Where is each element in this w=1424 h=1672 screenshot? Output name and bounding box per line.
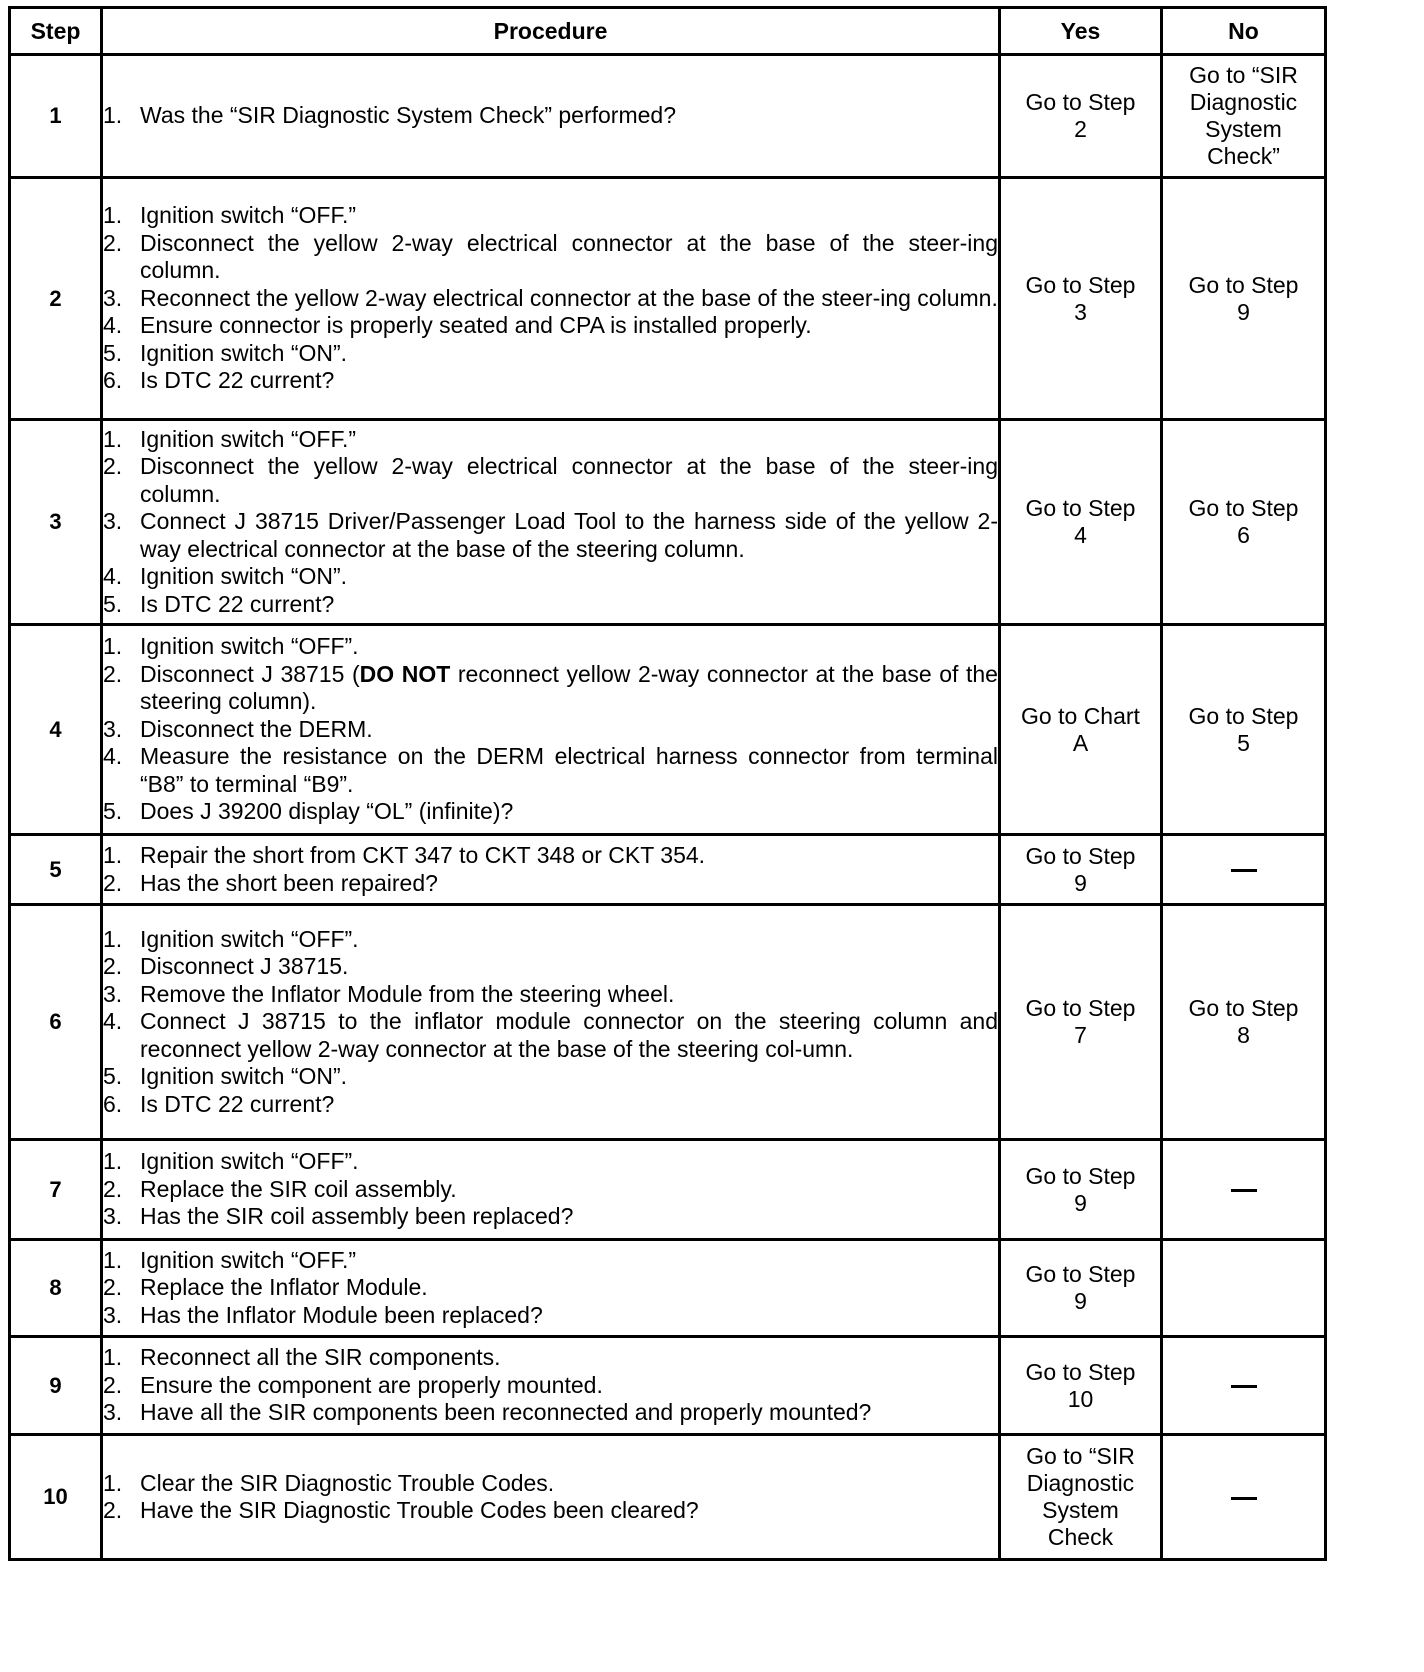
procedure-item	[103, 453, 998, 508]
table-row	[10, 55, 1326, 178]
yes-action-line: 2	[1074, 116, 1087, 142]
no-action-line: 6	[1237, 522, 1250, 548]
procedure-item-number: 1.	[103, 1469, 123, 1496]
procedure-item-text: Ignition switch “ON”.	[140, 563, 348, 590]
procedure-item	[103, 1470, 998, 1498]
procedure-item	[103, 340, 998, 368]
procedure-item-number: 2.	[103, 453, 123, 480]
yes-action-line: 3	[1074, 298, 1087, 325]
procedure-item-text: Reconnect the yellow 2-way electrical connector at the base of the steer-ing column.	[140, 284, 998, 311]
yes-action-line: 9	[1074, 1189, 1087, 1216]
yes-action-cell	[1000, 1140, 1162, 1240]
procedure-item-text: Has the Inflator Module been replaced?	[140, 1301, 543, 1328]
table-row	[10, 625, 1326, 835]
step-number: 4	[10, 625, 102, 835]
yes-action-line: Go to Step	[1025, 1358, 1136, 1385]
no-action-line: Check”	[1207, 143, 1280, 169]
yes-action-cell	[1000, 1337, 1162, 1435]
procedure-item-number: 2.	[103, 1497, 123, 1523]
procedure-item	[103, 1344, 998, 1372]
yes-action-cell	[1000, 55, 1162, 178]
procedure-item-text: Have all the SIR components been reconnected and properly mounted?	[140, 1399, 872, 1426]
procedure-list	[103, 1148, 998, 1231]
procedure-item-text: Ignition switch “OFF.”	[140, 425, 356, 452]
no-action-line: 8	[1237, 1022, 1250, 1048]
yes-action-line: System	[1042, 1497, 1119, 1523]
procedure-list	[103, 1470, 998, 1525]
procedure-item-number: 3.	[103, 715, 123, 742]
yes-action-line: Diagnostic	[1026, 1470, 1135, 1496]
procedure-item	[103, 426, 998, 454]
procedure-item	[103, 842, 998, 870]
procedure-cell	[102, 178, 1000, 420]
procedure-item-text: Does J 39200 display “OL” (infinite)?	[140, 798, 514, 825]
procedure-item	[103, 1302, 998, 1330]
procedure-item-text: Reconnect all the SIR components.	[140, 1344, 501, 1371]
not-applicable-text	[1257, 1484, 1258, 1485]
procedure-item	[103, 285, 998, 313]
procedure-item-text: Was the “SIR Diagnostic System Check” performed?	[140, 102, 676, 129]
yes-action-cell	[1000, 625, 1162, 835]
procedure-list	[103, 1344, 998, 1427]
procedure-list	[103, 926, 998, 1119]
procedure-item-text: Connect J 38715 Driver/Passenger Load Tool to the harness side of the yellow 2-way electrical connector at the base of the steering column.	[140, 508, 998, 562]
procedure-item-text: Repair the short from CKT 347 to CKT 348 or CKT 354.	[140, 842, 706, 868]
procedure-item	[103, 953, 998, 981]
procedure-item-text-tail: reconnect yellow 2-way connector at the base of the steering column).	[140, 660, 998, 715]
yes-action-cell	[1000, 420, 1162, 625]
procedure-item	[103, 798, 998, 826]
table-row	[10, 1140, 1326, 1240]
yes-action-cell	[1000, 835, 1162, 905]
procedure-item	[103, 102, 998, 130]
step-number: 1	[10, 55, 102, 178]
procedure-item	[103, 1203, 998, 1231]
not-applicable-dash	[1231, 1385, 1257, 1388]
procedure-list	[103, 1247, 998, 1330]
procedure-item	[103, 563, 998, 591]
procedure-item-number: 3.	[103, 508, 123, 535]
procedure-item	[103, 743, 998, 798]
procedure-item-number: 4.	[103, 1008, 123, 1035]
procedure-item-text: Has the SIR coil assembly been replaced?	[140, 1203, 574, 1230]
procedure-item-number: 6.	[103, 1090, 123, 1117]
procedure-item-text: Ensure the component are properly mounted.	[140, 1371, 603, 1398]
procedure-item-text: Ensure connector is properly seated and CPA is installed properly.	[140, 312, 812, 339]
procedure-item-text: Is DTC 22 current?	[140, 590, 335, 617]
procedure-item-number: 1.	[103, 1246, 123, 1273]
yes-action-line: 4	[1074, 522, 1087, 548]
procedure-item	[103, 926, 998, 954]
procedure-item-number: 3.	[103, 284, 123, 311]
procedure-cell	[102, 55, 1000, 178]
procedure-item	[103, 1372, 998, 1400]
yes-action-cell	[1000, 905, 1162, 1140]
procedure-item-text: Disconnect J 38715 (	[140, 660, 360, 687]
yes-action-line: A	[1072, 729, 1089, 756]
procedure-item-text: Ignition switch “ON”.	[140, 339, 348, 366]
procedure-list	[103, 426, 998, 619]
procedure-item-text: Ignition switch “OFF.”	[140, 1246, 356, 1273]
procedure-item-number: 3.	[103, 1203, 123, 1230]
procedure-item	[103, 1148, 998, 1176]
procedure-item-text: Is DTC 22 current?	[140, 1090, 335, 1117]
procedure-cell	[102, 1435, 1000, 1560]
yes-action-line: 7	[1074, 1022, 1087, 1048]
procedure-item-number: 3.	[103, 1399, 123, 1426]
no-action-cell	[1162, 1435, 1326, 1560]
procedure-item	[103, 981, 998, 1009]
step-number: 2	[10, 178, 102, 420]
no-action-line: Go to Step	[1188, 271, 1299, 298]
yes-action-line: Go to Step	[1025, 1261, 1136, 1287]
not-applicable-dash	[1231, 869, 1257, 872]
procedure-item-number: 1.	[103, 842, 123, 868]
not-applicable-dash	[1231, 1497, 1257, 1500]
procedure-item-number: 2.	[103, 953, 123, 980]
yes-action-line: Check	[1047, 1524, 1114, 1550]
procedure-item-number: 5.	[103, 590, 123, 617]
yes-action-line: Go to Step	[1025, 1162, 1136, 1189]
no-action-line: Go to Step	[1188, 702, 1299, 729]
step-number: 10	[10, 1435, 102, 1560]
not-applicable-text	[1257, 1176, 1258, 1177]
table-row	[10, 835, 1326, 905]
procedure-item-number: 4.	[103, 312, 123, 339]
procedure-item-number: 1.	[103, 425, 123, 452]
no-action-line: System	[1205, 116, 1282, 142]
yes-action-cell	[1000, 1240, 1162, 1337]
no-action-cell	[1162, 835, 1326, 905]
procedure-item	[103, 1247, 998, 1275]
do-not-warning: DO NOT	[359, 660, 451, 687]
table-row	[10, 1337, 1326, 1435]
yes-action-line: Go to Step	[1025, 842, 1136, 869]
procedure-item	[103, 1091, 998, 1119]
step-number: 7	[10, 1140, 102, 1240]
procedure-item-number: 2.	[103, 1371, 123, 1398]
yes-action-line: Go to Step	[1025, 89, 1136, 115]
no-action-line: 9	[1237, 298, 1250, 325]
procedure-item-number: 6.	[103, 367, 123, 394]
step-number: 5	[10, 835, 102, 905]
table-header-row	[10, 8, 1326, 55]
procedure-item-text: Ignition switch “ON”.	[140, 1063, 348, 1090]
yes-action-line: Go to Step	[1025, 495, 1136, 521]
no-action-cell	[1162, 420, 1326, 625]
procedure-item	[103, 591, 998, 619]
no-action-line: Go to Step	[1188, 995, 1299, 1021]
diagnostic-table	[8, 6, 1327, 1561]
procedure-item-text: Ignition switch “OFF”.	[140, 925, 359, 952]
procedure-item-number: 2.	[103, 1274, 123, 1301]
procedure-item-text: Disconnect J 38715.	[140, 953, 349, 980]
procedure-item	[103, 508, 998, 563]
procedure-item-text: Disconnect the yellow 2-way electrical connector at the base of the steer-ing column.	[140, 229, 998, 284]
yes-action-line: Go to Step	[1025, 995, 1136, 1021]
table-body	[10, 55, 1326, 1560]
procedure-item-number: 2.	[103, 229, 123, 256]
procedure-item	[103, 1176, 998, 1204]
step-number: 8	[10, 1240, 102, 1337]
header-step: Step	[10, 8, 102, 55]
procedure-item-number: 2.	[103, 869, 123, 896]
procedure-cell	[102, 835, 1000, 905]
procedure-list	[103, 102, 998, 130]
procedure-item-text: Ignition switch “OFF”.	[140, 1148, 359, 1175]
procedure-cell	[102, 1140, 1000, 1240]
no-action-line: Go to “SIR	[1189, 62, 1298, 88]
procedure-item	[103, 661, 998, 716]
yes-action-line: 9	[1074, 1288, 1087, 1314]
procedure-item	[103, 312, 998, 340]
no-action-line: Go to Step	[1188, 495, 1299, 521]
no-action-cell	[1162, 905, 1326, 1140]
procedure-item-text: Ignition switch “OFF.”	[140, 202, 356, 229]
yes-action-line: Go to Chart	[1021, 702, 1140, 729]
procedure-cell	[102, 1240, 1000, 1337]
procedure-item-text: Connect J 38715 to the inflator module connector on the steering column and reconnect yellow 2-way connector at the base of the steering col-umn.	[140, 1008, 998, 1062]
step-number: 6	[10, 905, 102, 1140]
table-row	[10, 178, 1326, 420]
step-number: 3	[10, 420, 102, 625]
not-applicable-text	[1257, 1372, 1258, 1373]
procedure-item-text: Replace the SIR coil assembly.	[140, 1175, 457, 1202]
table-row	[10, 1240, 1326, 1337]
procedure-item-number: 2.	[103, 660, 123, 687]
procedure-list	[103, 842, 998, 897]
table-row	[10, 1435, 1326, 1560]
header-procedure: Procedure	[102, 8, 1000, 55]
procedure-item-text: Have the SIR Diagnostic Trouble Codes been cleared?	[140, 1497, 699, 1523]
procedure-cell	[102, 625, 1000, 835]
procedure-item-number: 4.	[103, 743, 123, 770]
procedure-item-number: 1.	[103, 1148, 123, 1175]
table-row	[10, 420, 1326, 625]
yes-action-cell	[1000, 178, 1162, 420]
table-row	[10, 905, 1326, 1140]
procedure-item	[103, 870, 998, 898]
procedure-item	[103, 633, 998, 661]
procedure-cell	[102, 1337, 1000, 1435]
procedure-item-text: Disconnect the yellow 2-way electrical connector at the base of the steer-ing column.	[140, 453, 998, 507]
procedure-list	[103, 633, 998, 826]
procedure-item-text: Has the short been repaired?	[140, 869, 438, 896]
procedure-item-text: Measure the resistance on the DERM electrical harness connector from terminal “B8” to terminal “B9”.	[140, 743, 998, 797]
no-action-cell	[1162, 1140, 1326, 1240]
step-number: 9	[10, 1337, 102, 1435]
no-action-cell	[1162, 178, 1326, 420]
procedure-item-number: 1.	[103, 633, 123, 660]
procedure-item-number: 1.	[103, 202, 123, 229]
procedure-item	[103, 230, 998, 285]
procedure-item	[103, 716, 998, 744]
procedure-item-text: Ignition switch “OFF”.	[140, 633, 359, 660]
no-action-cell	[1162, 1240, 1326, 1337]
procedure-item-text: Clear the SIR Diagnostic Trouble Codes.	[140, 1469, 555, 1496]
procedure-item	[103, 1008, 998, 1063]
no-action-cell	[1162, 55, 1326, 178]
procedure-item-number: 5.	[103, 339, 123, 366]
procedure-item-number: 3.	[103, 1301, 123, 1328]
header-yes: Yes	[1000, 8, 1162, 55]
procedure-item	[103, 367, 998, 395]
procedure-cell	[102, 905, 1000, 1140]
procedure-item-number: 5.	[103, 1063, 123, 1090]
no-action-line: Diagnostic	[1189, 89, 1298, 115]
procedure-item-text: Remove the Inflator Module from the steering wheel.	[140, 980, 675, 1007]
procedure-item-number: 4.	[103, 563, 123, 590]
procedure-cell	[102, 420, 1000, 625]
procedure-item	[103, 1063, 998, 1091]
no-action-cell	[1162, 625, 1326, 835]
header-no: No	[1162, 8, 1326, 55]
procedure-item	[103, 1399, 998, 1427]
yes-action-line: 9	[1074, 869, 1087, 896]
procedure-item-number: 1.	[103, 925, 123, 952]
procedure-list	[103, 202, 998, 395]
no-action-cell	[1162, 1337, 1326, 1435]
not-applicable-dash	[1231, 1189, 1257, 1192]
procedure-item-number: 5.	[103, 798, 123, 825]
yes-action-line: Go to Step	[1025, 271, 1136, 298]
procedure-item-text: Is DTC 22 current?	[140, 367, 335, 394]
no-action-line: 5	[1237, 729, 1250, 756]
not-applicable-text	[1257, 856, 1258, 857]
procedure-item-number: 1.	[103, 102, 123, 129]
procedure-item-text: Disconnect the DERM.	[140, 715, 373, 742]
yes-action-line: 10	[1067, 1385, 1094, 1412]
procedure-item-number: 3.	[103, 980, 123, 1007]
procedure-item	[103, 1274, 998, 1302]
yes-action-line: Go to “SIR	[1026, 1443, 1135, 1469]
procedure-item	[103, 1497, 998, 1525]
procedure-item-number: 1.	[103, 1344, 123, 1371]
yes-action-cell	[1000, 1435, 1162, 1560]
procedure-item	[103, 202, 998, 230]
procedure-item-text: Replace the Inflator Module.	[140, 1274, 428, 1301]
procedure-item-number: 2.	[103, 1175, 123, 1202]
